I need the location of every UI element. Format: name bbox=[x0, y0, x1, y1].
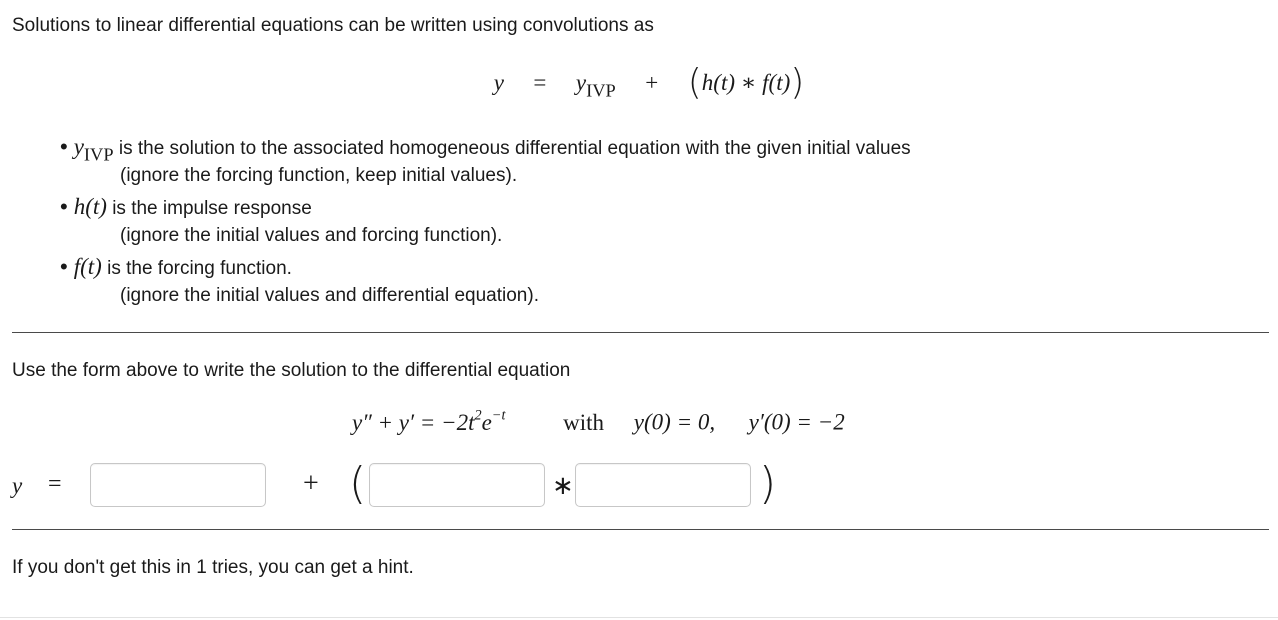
formula-y-ivp: $y_{IVP}$ bbox=[575, 70, 616, 101]
equation-lhs: $y'' + y' = -2t^2e^{-t}$ bbox=[352, 407, 506, 435]
formula-y: y bbox=[493, 70, 504, 95]
answer-plus: + bbox=[303, 468, 319, 499]
bullet-text: is the forcing function. bbox=[107, 258, 292, 279]
formula-right-paren: ) bbox=[790, 62, 805, 103]
answer-form bbox=[12, 458, 812, 509]
answer-y-label: y bbox=[12, 473, 23, 498]
forcing-function-input[interactable] bbox=[575, 463, 751, 507]
y-ivp-input[interactable] bbox=[90, 463, 266, 507]
list-item bbox=[60, 194, 312, 220]
list-item bbox=[60, 134, 911, 165]
bullet-dot: • bbox=[60, 134, 68, 159]
hint-text: If you don't get this in 1 tries, you can get a hint. bbox=[12, 557, 414, 578]
bullet-text: is the impulse response bbox=[112, 198, 312, 219]
formula-plus: + bbox=[645, 70, 659, 95]
initial-condition-dy0: y′(0) = −2 bbox=[748, 409, 845, 435]
page-bottom-border bbox=[0, 617, 1278, 618]
initial-condition-y0: y(0) = 0, bbox=[633, 409, 716, 435]
differential-equation bbox=[352, 407, 845, 436]
question-text: Use the form above to write the solution to the differential equation bbox=[12, 360, 571, 381]
bullet-dot: • bbox=[60, 254, 68, 279]
bullet-math-f: f(t) bbox=[73, 254, 102, 279]
divider bbox=[12, 529, 1269, 530]
formula-f: f(t) bbox=[762, 70, 791, 95]
formula-conv-symbol: ∗ bbox=[740, 70, 757, 95]
formula-h: h(t) bbox=[701, 70, 735, 95]
answer-right-paren: ) bbox=[759, 458, 777, 509]
bullet-subtext: (ignore the forcing function, keep initial values). bbox=[120, 165, 518, 186]
equation-with: with bbox=[563, 409, 605, 435]
formula-equals: = bbox=[533, 70, 547, 95]
bullet-math-h: h(t) bbox=[73, 194, 107, 219]
divider bbox=[12, 332, 1269, 333]
bullet-text: is the solution to the associated homogeneous differential equation with the given initial values bbox=[118, 138, 911, 159]
convolution-formula bbox=[0, 62, 1278, 103]
answer-left-paren: ( bbox=[349, 458, 367, 509]
list-item bbox=[60, 254, 292, 280]
bullet-dot: • bbox=[60, 194, 68, 219]
bullet-subtext: (ignore the initial values and forcing function). bbox=[120, 225, 503, 246]
intro-text: Solutions to linear differential equations can be written using convolutions as bbox=[12, 15, 654, 36]
bullet-subtext: (ignore the initial values and differential equation). bbox=[120, 285, 539, 306]
bullet-math-y-ivp: $y_{IVP}$ bbox=[73, 134, 114, 165]
convolution-symbol: ∗ bbox=[552, 471, 574, 501]
answer-equals: = bbox=[48, 471, 62, 497]
formula-left-paren: ( bbox=[687, 62, 702, 103]
impulse-response-input[interactable] bbox=[369, 463, 545, 507]
